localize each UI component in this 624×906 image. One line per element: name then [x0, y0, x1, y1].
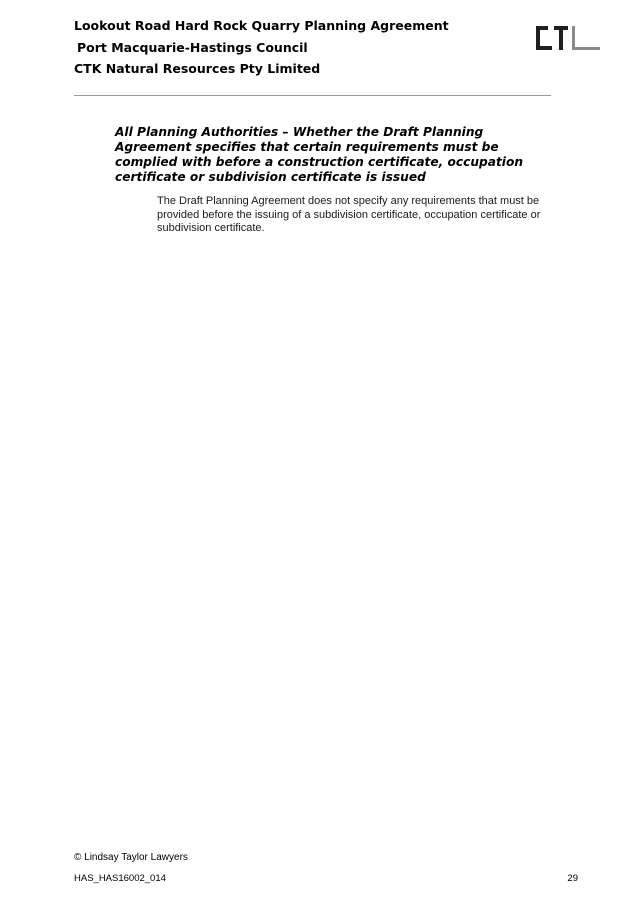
document-title: Lookout Road Hard Rock Quarry Planning Agreement — [74, 18, 449, 33]
section-body: The Draft Planning Agreement does not specify any requirements that must be provided before the issuing of a subdivision certificate, occupation certificate or subdivision certificate. — [157, 195, 541, 235]
ltl-logo-icon — [534, 24, 602, 52]
footer-reference: HAS_HAS16002_014 — [74, 873, 166, 884]
page-number: 29 — [567, 873, 578, 884]
council-name: Port Macquarie-Hastings Council — [77, 40, 308, 55]
header-divider — [74, 95, 551, 96]
footer-copyright: © Lindsay Taylor Lawyers — [74, 852, 188, 863]
section-heading: All Planning Authorities – Whether the Draft Planning Agreement specifies that certain requirements must be complied with before a construction certificate, occupation certificate or subdivision certificate is issued — [115, 125, 524, 184]
company-name: CTK Natural Resources Pty Limited — [74, 61, 321, 76]
